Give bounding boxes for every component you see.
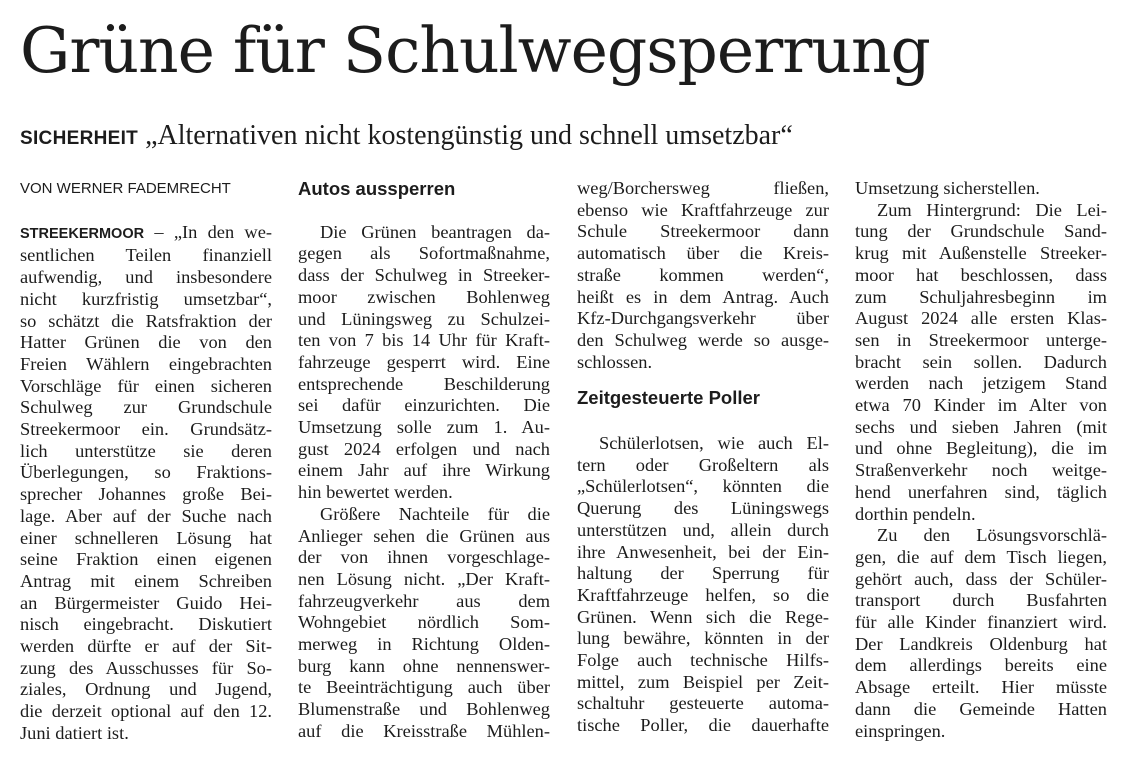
text-line: transport durch Busfahrten	[855, 590, 1107, 611]
text-line: hend unerfahren sind, täglich	[855, 481, 1107, 502]
text-line: tung der Grundschule Sand-	[855, 221, 1107, 242]
text-line: lich unterstütze sie deren	[20, 440, 272, 461]
text-line: sechs und sieben Jahren (mit	[855, 416, 1107, 437]
text-line: August 2024 alle ersten Klas-	[855, 308, 1107, 329]
text-line: für alle Kinder finanziert wird.	[855, 612, 1107, 633]
text-line: aufwendig, und insbesondere	[20, 267, 272, 288]
byline: VON WERNER FADEMRECHT	[20, 180, 231, 197]
text-fragment: – „In den we-	[154, 221, 272, 242]
text-line: Zu den Lösungsvorschlä-	[877, 525, 1107, 546]
text-line: nen Lösung nicht. „Der Kraft-	[298, 568, 550, 589]
text-line: te Beeinträchtigung auch über	[298, 677, 550, 698]
text-line: Grünen. Wenn sich die Rege-	[577, 606, 829, 627]
text-line: ten von 7 bis 14 Uhr für Kraft-	[298, 330, 550, 351]
text-line: moor zwischen Bohlenweg	[298, 286, 550, 307]
section-heading: Zeitgesteuerte Poller	[577, 387, 761, 409]
text-line: Kraftfahrzeuge helfen, so die	[577, 584, 829, 605]
text-line: lage. Aber auf der Suche nach	[20, 505, 272, 526]
headline: Grüne für Schulwegsperrung	[20, 14, 930, 87]
text-line: fahrzeuge gesperrt wird. Eine	[298, 351, 550, 372]
text-line: Die Grünen beantragen da-	[320, 221, 550, 242]
text-line: hin bewertet werden.	[298, 482, 453, 503]
text-line: der von ihnen vorgeschlage-	[298, 547, 550, 568]
section-heading: Autos aussperren	[298, 178, 456, 199]
text-line: Umsetzung sicherstellen.	[855, 178, 1040, 198]
text-line: sen in Streekermoor unterge-	[855, 329, 1107, 350]
text-line: dass der Schulweg in Streeker-	[298, 265, 550, 286]
text-line: dem allerdings bereits eine	[855, 655, 1107, 676]
text-line: nicht kurzfristig umsetzbar“,	[20, 288, 272, 309]
text-line: auf die Kreisstraße Mühlen-	[298, 720, 550, 741]
text-line: Schülerlotsen, wie auch El-	[599, 433, 829, 454]
text-line: burg kann ohne nennenswer-	[298, 655, 550, 676]
text-line: Zum Hintergrund: Die Lei-	[877, 199, 1107, 220]
text-line: fahrzeugverkehr aus dem	[298, 590, 550, 611]
article-column-3	[577, 178, 829, 737]
text-line: gust 2024 erfolgen und nach	[298, 438, 550, 459]
text-line: sei dafür einzurichten. Die	[298, 395, 550, 416]
text-line: entsprechende Beschilderung	[298, 373, 550, 394]
text-line: sprecher Johannes große Bei-	[20, 484, 272, 505]
text-line: weg/Borchersweg fließen,	[577, 178, 829, 198]
text-line: ebenso wie Kraftfahrzeuge zur	[577, 199, 829, 220]
text-line: etwa 70 Kinder im Alter von	[855, 395, 1107, 416]
text-line: unterstützen und, allein durch	[577, 519, 829, 540]
text-line: lung bewähre, könnten in der	[577, 628, 829, 649]
text-line: heißt es in dem Antrag. Auch	[577, 286, 829, 307]
text-line: werden dürfte er auf der Sit-	[20, 636, 272, 657]
text-line: zum Schuljahresbeginn im	[855, 286, 1107, 307]
text-line: einem Jahr auf ihre Wirkung	[298, 460, 550, 481]
text-line: den Schulweg werde so ausge-	[577, 329, 829, 350]
text-line: Straßenverkehr noch weitge-	[855, 460, 1107, 481]
text-line: moor hat beschlossen, dass	[855, 264, 1107, 285]
text-line: und ohne Begleitung), die im	[855, 438, 1107, 459]
subheadline-row	[20, 116, 793, 160]
text-line: haltung der Sperrung für	[577, 563, 829, 584]
text-line: gegen als Sofortmaßnahme,	[298, 243, 550, 264]
text-line: Überlegungen, so Fraktions-	[20, 462, 272, 483]
kicker: SICHERHEIT	[20, 128, 139, 149]
text-line: merweg in Richtung Olden-	[298, 634, 550, 655]
text-line: einer schnelleren Lösung hat	[20, 527, 272, 548]
text-line: sentlichen Teilen finanziell	[20, 245, 272, 266]
text-line: ziales, Ordnung und Jugend,	[20, 679, 272, 700]
text-line: Wohngebiet nördlich Som-	[298, 612, 550, 633]
text-line: mittel, zum Beispiel per Zeit-	[577, 671, 829, 692]
text-line: tern oder Großeltern als	[577, 454, 829, 475]
text-line: Hatter Grünen die von den	[20, 332, 272, 353]
text-line	[20, 222, 272, 246]
text-line: ihre Anwesenheit, bei der Ein-	[577, 541, 829, 562]
text-line: Absage erteilt. Hier müsste	[855, 677, 1107, 698]
article-column-4	[855, 178, 1107, 742]
text-line: die derzeit optional auf den 12.	[20, 701, 272, 722]
text-line: „Schülerlotsen“, könnten die	[577, 476, 829, 497]
text-line: Vorschläge für einen sicheren	[20, 375, 272, 396]
text-line: nisch eingebracht. Diskutiert	[20, 614, 272, 635]
text-line: Blumenstraße und Bohlenweg	[298, 699, 550, 720]
text-line: schaltuhr gesteuerte automa-	[577, 693, 829, 714]
text-line: tische Poller, die dauerhafte	[577, 715, 829, 736]
article-column-1	[20, 178, 272, 745]
text-line: Folge auch technische Hilfs-	[577, 650, 829, 671]
text-line: automatisch über die Kreis-	[577, 243, 829, 264]
text-line: Der Landkreis Oldenburg hat	[855, 633, 1107, 654]
article-column-2	[298, 178, 550, 743]
text-line: zung des Ausschusses für So-	[20, 657, 272, 678]
subheadline: „Alternativen nicht kostengünstig und schnell umsetzbar“	[145, 120, 793, 151]
text-line: seine Fraktion einen eigenen	[20, 549, 272, 570]
text-line: gehört auch, dass der Schüler-	[855, 568, 1107, 589]
text-line: an Bürgermeister Guido Hei-	[20, 592, 272, 613]
text-line: gen, die auf dem Tisch liegen,	[855, 546, 1107, 567]
text-line: werden nach jetzigem Stand	[855, 373, 1107, 394]
text-line: Juni datiert ist.	[20, 722, 129, 743]
text-line: Freien Wählern eingebrachten	[20, 353, 272, 374]
text-line: Größere Nachteile für die	[320, 503, 550, 524]
text-line: schlossen.	[577, 351, 653, 372]
text-line: Schulweg zur Grundschule	[20, 397, 272, 418]
text-line: bracht sein sollen. Dadurch	[855, 351, 1107, 372]
text-line: Streekermoor ein. Grundsätz-	[20, 419, 272, 440]
text-line: Kfz-Durchgangsverkehr über	[577, 308, 829, 329]
text-line: Querung des Lüningswegs	[577, 498, 829, 519]
text-line: krug mit Außenstelle Streeker-	[855, 243, 1107, 264]
text-line: Umsetzung solle zum 1. Au-	[298, 417, 550, 438]
text-line: einspringen.	[855, 720, 946, 741]
text-line: Anlieger sehen die Grünen aus	[298, 525, 550, 546]
text-line: straße kommen werden“,	[577, 264, 829, 285]
text-line: Schule Streekermoor dann	[577, 221, 829, 242]
text-line: so schätzt die Ratsfraktion der	[20, 310, 272, 331]
text-line: dann die Gemeinde Hatten	[855, 698, 1107, 719]
text-line: dorthin pendeln.	[855, 503, 976, 524]
dateline: STREEKERMOOR	[20, 225, 145, 242]
text-line: und Lüningsweg zu Schulzei-	[298, 308, 550, 329]
text-line: Antrag mit einem Schreiben	[20, 570, 272, 591]
